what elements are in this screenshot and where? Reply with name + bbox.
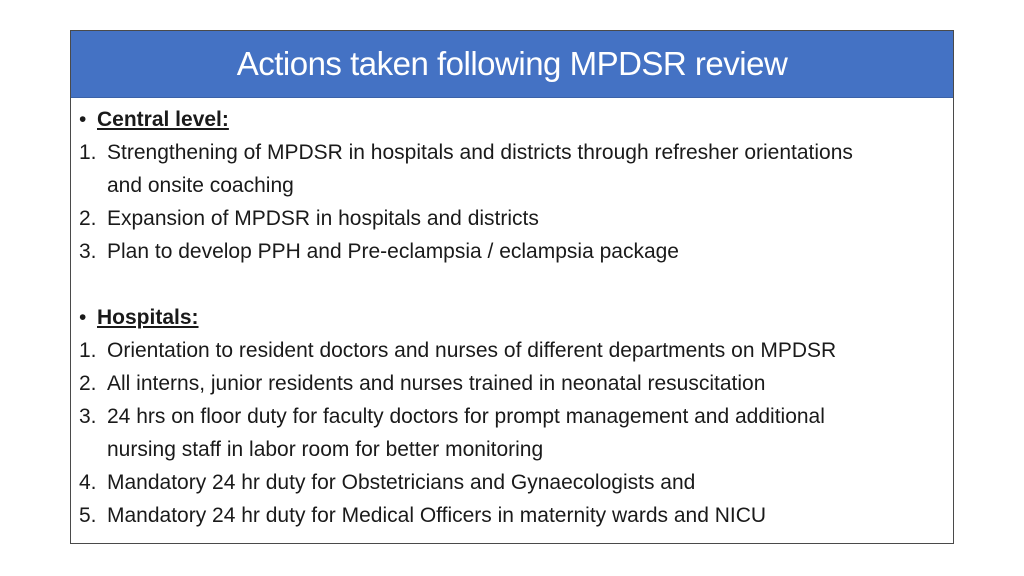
list-item-continuation: [77, 433, 943, 466]
list-item-text: Orientation to resident doctors and nurses of different departments on MPDSR: [107, 339, 837, 362]
slide-frame: [70, 30, 954, 544]
list-item-text: Plan to develop PPH and Pre-eclampsia / eclampsia package: [107, 240, 679, 263]
section-heading-row: [77, 301, 943, 334]
list-item-text: nursing staff in labor room for better monitoring: [107, 438, 544, 461]
list-number: 1.: [79, 339, 97, 362]
list-number: 3.: [79, 405, 97, 428]
list-item-text: Strengthening of MPDSR in hospitals and districts through refresher orientations: [107, 141, 853, 164]
list-item: [77, 202, 943, 235]
list-item: [77, 400, 943, 433]
bullet-icon: •: [79, 108, 87, 131]
slide-content: [71, 97, 953, 543]
list-item-continuation: [77, 169, 943, 202]
list-item-text: Mandatory 24 hr duty for Medical Officers in maternity wards and NICU: [107, 504, 767, 527]
list-item: [77, 466, 943, 499]
title-bar: [71, 31, 953, 98]
list-number: 5.: [79, 504, 97, 527]
list-item-text: 24 hrs on floor duty for faculty doctors for prompt management and additional: [107, 405, 825, 428]
list-item-text: Expansion of MPDSR in hospitals and districts: [107, 207, 539, 230]
list-item: [77, 367, 943, 400]
list-number: 2.: [79, 207, 97, 230]
section-spacer: [77, 268, 943, 301]
list-item: [77, 499, 943, 532]
list-number: 1.: [79, 141, 97, 164]
bullet-icon: •: [79, 306, 87, 329]
list-item-text: Mandatory 24 hr duty for Obstetricians and Gynaecologists and: [107, 471, 696, 494]
list-item: [77, 235, 943, 268]
slide-title: Actions taken following MPDSR review: [236, 45, 788, 82]
section-heading: Hospitals:: [97, 306, 199, 329]
list-item: [77, 334, 943, 367]
list-item-text: All interns, junior residents and nurses trained in neonatal resuscitation: [107, 372, 766, 395]
list-item: [77, 136, 943, 169]
list-number: 2.: [79, 372, 97, 395]
section-heading: Central level:: [97, 108, 229, 131]
list-number: 4.: [79, 471, 97, 494]
section-heading-row: [77, 103, 943, 136]
list-number: 3.: [79, 240, 97, 263]
list-item-text: and onsite coaching: [107, 174, 294, 197]
